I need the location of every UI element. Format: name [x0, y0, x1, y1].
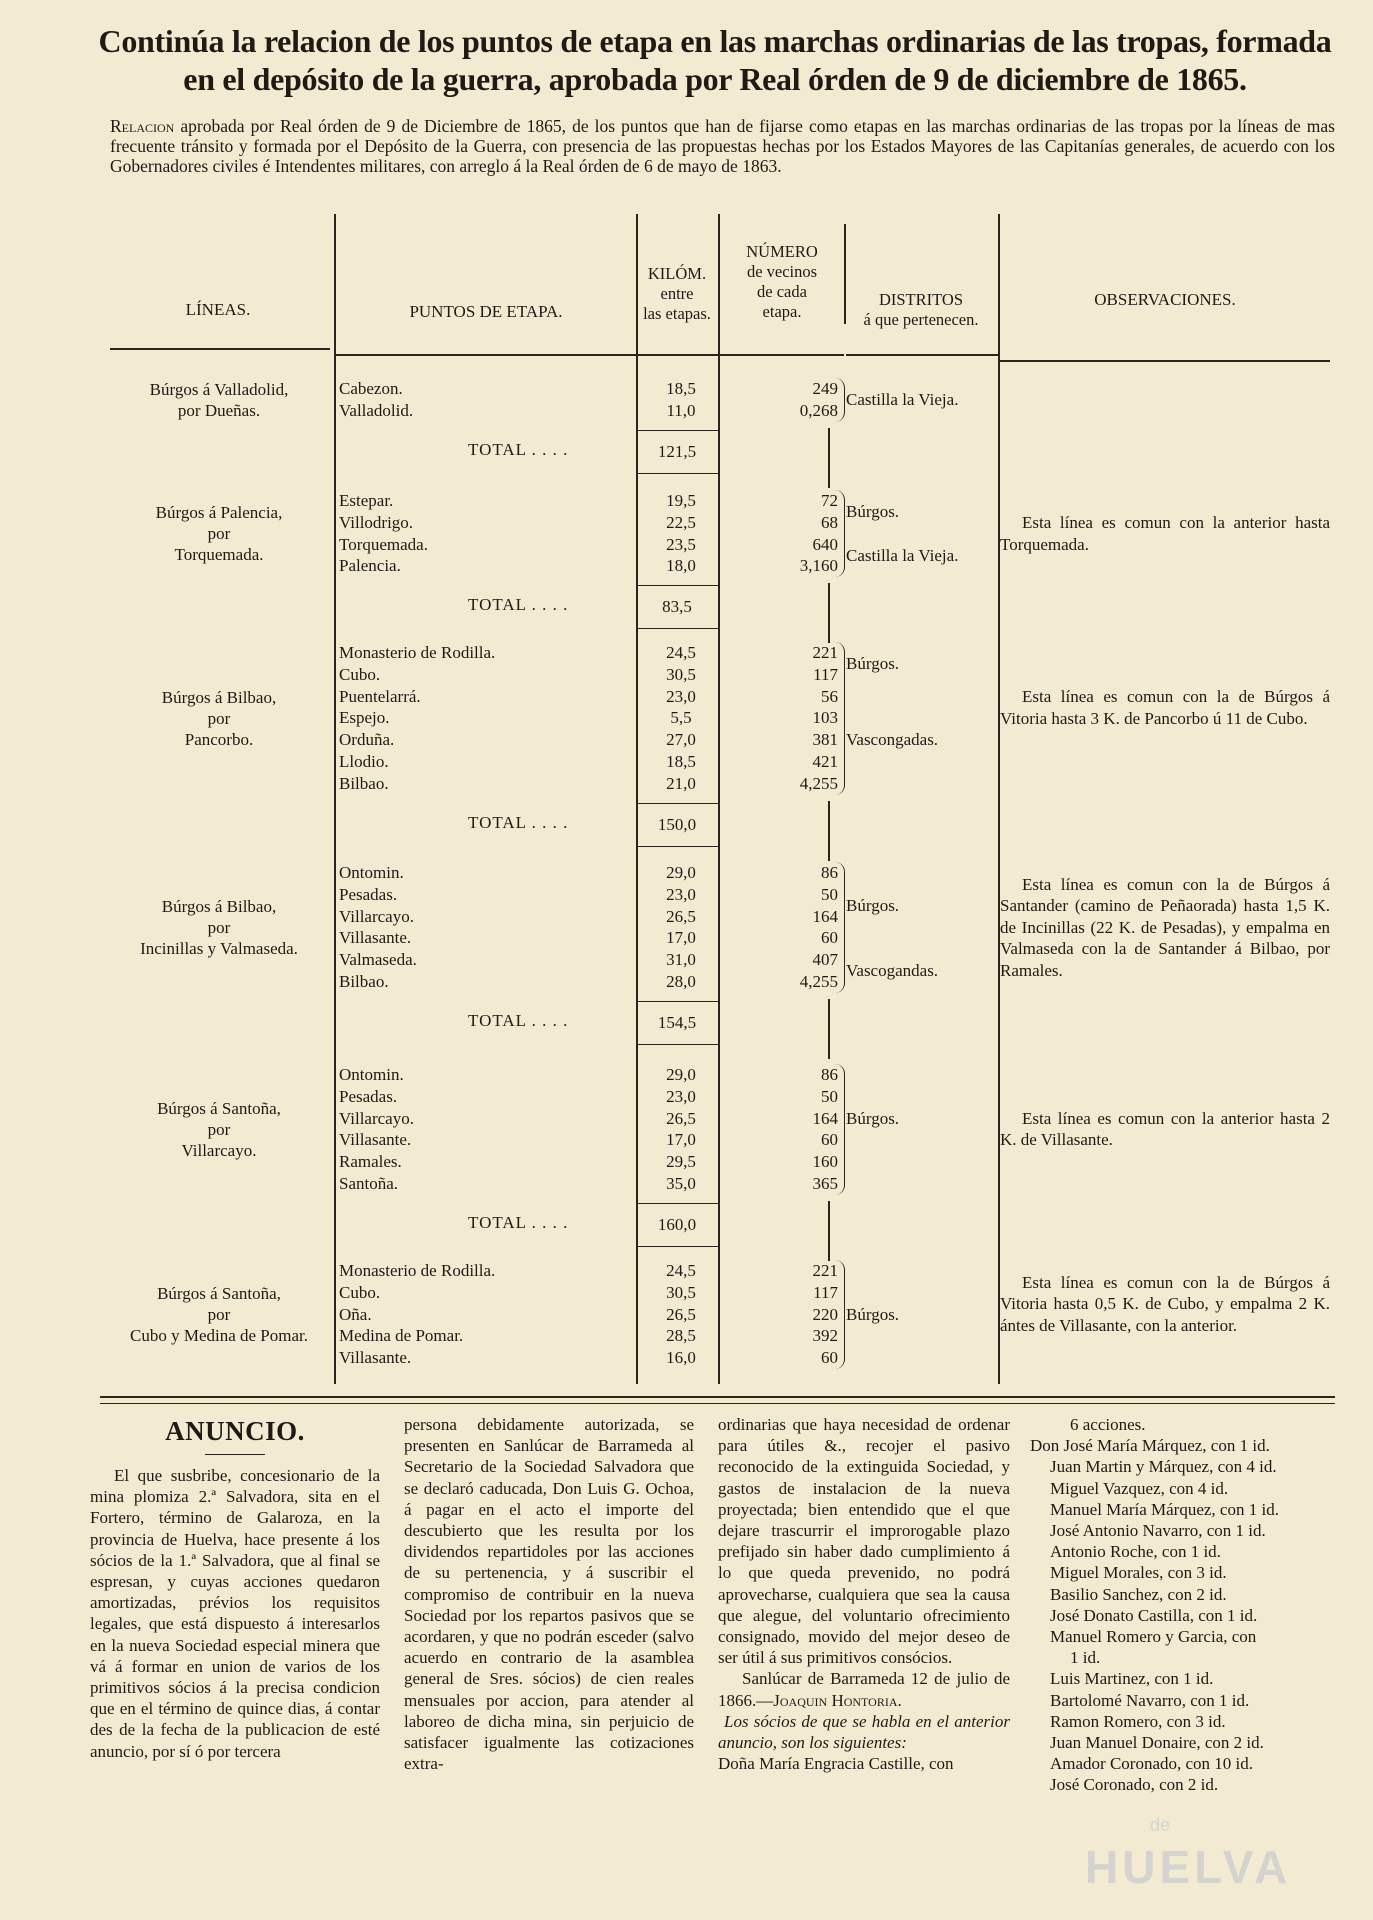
district-label: Vascogandas. [846, 961, 939, 981]
stage-points [334, 378, 639, 422]
stage-point: Ontomin. [339, 863, 404, 882]
ad-note: Los sócios de que se habla en el anterior anuncio, son los siguientes: [718, 1711, 1010, 1753]
header-rule [110, 348, 330, 350]
km-value: 17,0 [666, 1130, 696, 1150]
header-rule [638, 354, 718, 356]
observation-text: Esta línea es comun con la anterior hasta 2 K. de Villasante. [1000, 1108, 1330, 1150]
total-label: TOTAL . . . . [468, 439, 569, 459]
partner-entry: Luis Martinez, con 1 id. [1050, 1669, 1214, 1689]
vecinos-value: 640 [812, 534, 838, 554]
vecinos-value: 72 [821, 491, 838, 510]
km-value: 11,0 [666, 400, 696, 420]
observation-text: Esta línea es comun con la de Búrgos á Santander (camino de Peñaorada) hasta 1,5 K. de Incinillas (22 K. de Pesadas), y empalma en Valmaseda con la de Santander á Bilbao, por Ramales. [1000, 874, 1330, 980]
vecinos-values [738, 378, 845, 422]
km-value: 18,0 [666, 556, 696, 576]
vecinos-value: 50 [821, 884, 838, 904]
total-value: 83,5 [662, 597, 692, 617]
district-divider [828, 428, 830, 488]
ad-partner-list [1030, 1414, 1330, 1796]
partner-entry: Basilio Sanchez, con 2 id. [1050, 1584, 1227, 1604]
km-value: 19,5 [666, 491, 696, 510]
km-value: 22,5 [666, 512, 696, 532]
vecinos-values [738, 490, 845, 577]
total-value: 121,5 [657, 441, 697, 461]
total-value: 160,0 [657, 1214, 697, 1234]
vecinos-value: 0,268 [799, 400, 838, 420]
partner-entry: Manuel Romero y Garcia, con [1050, 1627, 1257, 1647]
stage-point: Villasante. [339, 1348, 412, 1368]
vecinos-value: 86 [821, 863, 838, 882]
vecinos-value: 220 [812, 1304, 838, 1324]
ad-text-col2: persona debidamente autorizada, se presenten en Sanlúcar de Barrameda al Secretario de la Sociedad Salvadora que se declaró caducada, Don Luis G. Ochoa, á pagar en el acto el importe del descubierto que les resulta por los dividendos repartidoles por las acciones de su pertenencia, y á suscribir el compromiso de contribuir en la nueva Sociedad por los repartos pasivos que se acordaren, y que no podrán esceder (salvo acuerdo en contrario de la asamblea general de Sres. sócios) de cien reales mensuales por accion, para atender al laboreo de dicha mina, sin perjuicio de satisfacer igualmente las cotizaciones extra- [404, 1415, 694, 1774]
ad-title-rule [205, 1454, 265, 1455]
vecinos-value: 68 [821, 512, 838, 532]
stage-point: Valmaseda. [339, 950, 417, 970]
partner-entry: José Coronado, con 2 id. [1050, 1775, 1219, 1795]
stage-point: Estepar. [339, 491, 394, 510]
district-label: Castilla la Vieja. [846, 389, 959, 409]
km-value: 29,0 [666, 1065, 696, 1084]
district-divider [828, 999, 830, 1059]
vecinos-value: 60 [821, 1348, 838, 1368]
district-label: Castilla la Vieja. [846, 545, 959, 565]
stage-point: Orduña. [339, 730, 395, 750]
ad-column-3 [718, 1414, 1010, 1774]
stage-point: Medina de Pomar. [339, 1326, 464, 1346]
ad-column-1 [90, 1414, 380, 1762]
km-value: 26,5 [666, 1304, 696, 1324]
partner-entry: Bartolomé Navarro, con 1 id. [1050, 1690, 1250, 1710]
stage-point: Cubo. [339, 1282, 381, 1302]
vecinos-value: 60 [821, 928, 838, 948]
km-value: 28,0 [666, 971, 696, 991]
vecinos-value: 50 [821, 1086, 838, 1106]
district-divider [828, 1201, 830, 1261]
partner-entry: Juan Manuel Donaire, con 2 id. [1050, 1733, 1264, 1753]
km-value: 5,5 [670, 708, 692, 728]
district-label: Vascongadas. [846, 730, 939, 750]
stage-points [334, 490, 639, 577]
partner-entry: Ramon Romero, con 3 id. [1050, 1711, 1226, 1731]
vecinos-value: 365 [812, 1173, 838, 1193]
km-value: 23,0 [666, 884, 696, 904]
vecinos-value: 381 [812, 730, 838, 750]
total-label: TOTAL . . . . [468, 812, 569, 832]
stage-point: Ramales. [339, 1152, 402, 1172]
stage-point: Torquemada. [339, 534, 428, 554]
header-observaciones: OBSERVACIONES. [1094, 290, 1236, 309]
total-value: 154,5 [657, 1012, 697, 1032]
total-label: TOTAL . . . . [468, 1010, 569, 1030]
vecinos-value: 103 [812, 708, 838, 728]
vecinos-values [738, 642, 845, 795]
watermark-small: de [1150, 1815, 1171, 1835]
stage-points [334, 642, 639, 795]
stage-point: Santoña. [339, 1173, 399, 1193]
total-label: TOTAL . . . . [468, 595, 569, 615]
km-value: 16,0 [666, 1348, 696, 1368]
partner-entry: Don José María Márquez, con 1 id. [1030, 1436, 1270, 1456]
km-value: 35,0 [666, 1173, 696, 1193]
ad-column-2 [404, 1414, 694, 1774]
line-name: Búrgos á Valladolid, por Dueñas. [149, 379, 289, 420]
vecinos-values [738, 1260, 845, 1369]
km-value: 30,5 [666, 664, 696, 684]
stage-point: Villasante. [339, 928, 412, 948]
km-values [648, 862, 714, 993]
partner-entry: José Antonio Navarro, con 1 id. [1050, 1521, 1266, 1541]
km-values [648, 1260, 714, 1369]
km-value: 29,5 [666, 1152, 696, 1172]
vecinos-values [738, 862, 845, 993]
vecinos-value: 117 [813, 1282, 838, 1302]
km-value: 24,5 [666, 643, 696, 662]
partner-entry: 1 id. [1070, 1648, 1101, 1668]
km-value: 23,0 [666, 686, 696, 706]
stage-point: Llodio. [339, 751, 389, 771]
vecinos-value: 164 [812, 906, 838, 926]
stages-table [108, 214, 1330, 1384]
km-value: 26,5 [666, 906, 696, 926]
km-value: 18,5 [666, 751, 696, 771]
partner-entry: Amador Coronado, con 10 id. [1050, 1754, 1254, 1774]
header-rule [1000, 360, 1330, 362]
stage-point: Monasterio de Rodilla. [339, 643, 496, 662]
stage-point: Palencia. [339, 556, 401, 576]
stage-point: Espejo. [339, 708, 390, 728]
line-name: Búrgos á Bilbao, por Pancorbo. [161, 687, 277, 749]
km-value: 28,5 [666, 1326, 696, 1346]
vecinos-value: 249 [812, 379, 838, 398]
stage-point: Villarcayo. [339, 906, 414, 926]
partner-entry: 6 acciones. [1070, 1415, 1146, 1434]
partner-entry: Juan Martin y Márquez, con 4 id. [1050, 1457, 1277, 1477]
km-values [648, 490, 714, 577]
stage-point: Bilbao. [339, 773, 389, 793]
header-rule [720, 354, 844, 356]
stage-point: Ontomin. [339, 1065, 404, 1084]
district-label: Búrgos. [846, 653, 900, 673]
district-divider [828, 801, 830, 861]
stage-point: Cubo. [339, 664, 381, 684]
partner-entry: Manuel María Márquez, con 1 id. [1050, 1499, 1279, 1519]
km-values [648, 1064, 714, 1195]
intro-text: aprobada por Real órden de 9 de Diciembre de 1865, de los puntos que han de fijarse como etapas en las marchas ordinarias de las tropas por la líneas de mas frecuente tránsito y formada por el Depósito de la Guerra, con presencia de las propuestas hechas por los Estados Mayores de las Capitanías generales, de acuerdo con los Gobernadores civiles é Intendentes militares, con arreglo á la Real órden de 6 de mayo de 1863. [110, 116, 1335, 176]
vecinos-value: 221 [812, 643, 838, 662]
partner-entry: Miguel Vazquez, con 4 id. [1050, 1478, 1229, 1498]
section-divider [100, 1396, 1335, 1404]
intro-paragraph [110, 116, 1335, 176]
stage-point: Puentelarrá. [339, 686, 421, 706]
vecinos-value: 117 [813, 664, 838, 684]
ad-text-col3: ordinarias que haya necesidad de ordenar para útiles &., recojer el pasivo reconocido de la extinguida Sociedad, y gastos de instalacion de la nueva proyectada; bien entendido que el que dejare trascurrir el improrogable plazo prefijado sin haber dado cumplimiento á lo que queda prevenido, no podrá aprovecharse, cualquiera que sea la causa que alegue, del voluntario ofrecimiento consignado, movido del mejor deseo de ser útil á sus primitivos consócios. [718, 1415, 1010, 1668]
vecinos-value: 86 [821, 1065, 838, 1084]
km-value: 24,5 [666, 1261, 696, 1280]
partner-entry: Antonio Roche, con 1 id. [1050, 1542, 1221, 1562]
intro-lead: Relacion [110, 116, 175, 136]
km-values [648, 378, 714, 422]
observation-text: Esta línea es comun con la de Búrgos á Vitoria hasta 3 K. de Pancorbo ú 11 de Cubo. [1000, 687, 1330, 728]
total-value: 150,0 [657, 814, 697, 834]
header-rule [846, 354, 998, 356]
line-name: Búrgos á Santoña, por Cubo y Medina de Pomar. [129, 1284, 308, 1345]
observation-text: Esta línea es comun con la de Búrgos á Vitoria hasta 0,5 K. de Cubo, y empalma 2 K. ántes de Villasante, con la anterior. [1000, 1272, 1330, 1335]
header-kilom: KILÓM. entre las etapas. [643, 264, 711, 323]
stage-point: Villarcayo. [339, 1108, 414, 1128]
vecinos-value: 3,160 [799, 556, 838, 576]
km-value: 26,5 [666, 1108, 696, 1128]
stage-points [334, 1064, 639, 1195]
column-divider [718, 214, 720, 1384]
district-label: Búrgos. [846, 501, 900, 521]
vecinos-value: 392 [812, 1326, 838, 1346]
vecinos-value: 407 [812, 950, 838, 970]
km-value: 21,0 [666, 773, 696, 793]
stage-point: Villasante. [339, 1130, 412, 1150]
line-name: Búrgos á Santoña, por Villarcayo. [157, 1098, 281, 1160]
stage-point: Pesadas. [339, 884, 398, 904]
vecinos-value: 60 [821, 1130, 838, 1150]
stage-point: Pesadas. [339, 1086, 398, 1106]
km-value: 30,5 [666, 1282, 696, 1302]
km-values [648, 642, 714, 795]
stage-point: Bilbao. [339, 971, 389, 991]
stage-point: Valladolid. [339, 400, 414, 420]
ad-first-partner: Doña María Engracia Castille, con [718, 1754, 954, 1774]
stage-point: Villodrigo. [339, 512, 414, 532]
watermark: HUELVA [1085, 1841, 1292, 1893]
district-divider [828, 583, 830, 643]
header-puntos: PUNTOS DE ETAPA. [409, 302, 563, 321]
stage-points [334, 1260, 639, 1369]
vecinos-value: 4,255 [799, 773, 838, 793]
km-value: 18,5 [666, 379, 696, 398]
km-value: 31,0 [666, 950, 696, 970]
header-rule [336, 354, 636, 356]
vecinos-value: 160 [812, 1152, 838, 1172]
district-label: Búrgos. [846, 895, 900, 915]
vecinos-value: 164 [812, 1108, 838, 1128]
vecinos-value: 421 [812, 751, 838, 771]
vecinos-values [738, 1064, 845, 1195]
km-value: 27,0 [666, 730, 696, 750]
vecinos-value: 221 [812, 1261, 838, 1280]
header-lineas: LÍNEAS. [185, 300, 251, 319]
partner-entry: José Donato Castilla, con 1 id. [1050, 1605, 1258, 1625]
ad-signer: Joaquin Hontoria. [773, 1690, 902, 1710]
header-distritos: DISTRITOS á que pertenecen. [863, 290, 979, 329]
ad-date-line: Sanlúcar de Barrameda 12 de julio de 1866.—Joaquin Hontoria. [718, 1669, 1010, 1710]
observation-text: Esta línea es comun con la anterior hasta Torquemada. [1000, 513, 1330, 554]
page-title: Continúa la relacion de los puntos de etapa en las marchas ordinarias de las tropas, formada en el depósito de la guerra, aprobada por Real órden de 9 de diciembre de 1865. [98, 23, 1332, 97]
district-label: Búrgos. [846, 1304, 900, 1324]
km-value: 23,5 [666, 534, 696, 554]
km-value: 17,0 [666, 928, 696, 948]
partner-entry: Miguel Morales, con 3 id. [1050, 1563, 1227, 1583]
vecinos-value: 4,255 [799, 971, 838, 991]
line-name: Búrgos á Palencia, por Torquemada. [155, 503, 283, 565]
ad-text-col1: El que susbribe, concesionario de la mina plomiza 2.ª Salvadora, sita en el Fortero, término de Galaroza, en la provincia de Huelva, hace presente á los sócios de la 1.ª Salvadora, que al final se espresan, y cuyas acciones quedaron amortizadas, prévios los requisitos legales, que está dispuesto á interesarlos en la nueva Sociedad especial minera que vá á formar en union de varios de los primitivos sócios á la precisa condicion que en el término de quince dias, á contar des de la fecha de la publicacion de esté anuncio, por sí ó por tercera [90, 1466, 380, 1761]
column-divider [998, 214, 1000, 1384]
header-numero: NÚMERO de vecinos de cada etapa. [746, 242, 818, 321]
total-label: TOTAL . . . . [468, 1212, 569, 1232]
stage-point: Cabezon. [339, 379, 403, 398]
line-name: Búrgos á Bilbao, por Incinillas y Valmaseda. [140, 896, 298, 958]
stage-point: Monasterio de Rodilla. [339, 1261, 496, 1280]
stage-point: Oña. [339, 1304, 372, 1324]
km-value: 29,0 [666, 863, 696, 882]
km-value: 23,0 [666, 1086, 696, 1106]
ad-title: ANUNCIO. [165, 1416, 305, 1446]
vecinos-value: 56 [821, 686, 838, 706]
district-label: Búrgos. [846, 1108, 900, 1128]
stage-points [334, 862, 639, 993]
